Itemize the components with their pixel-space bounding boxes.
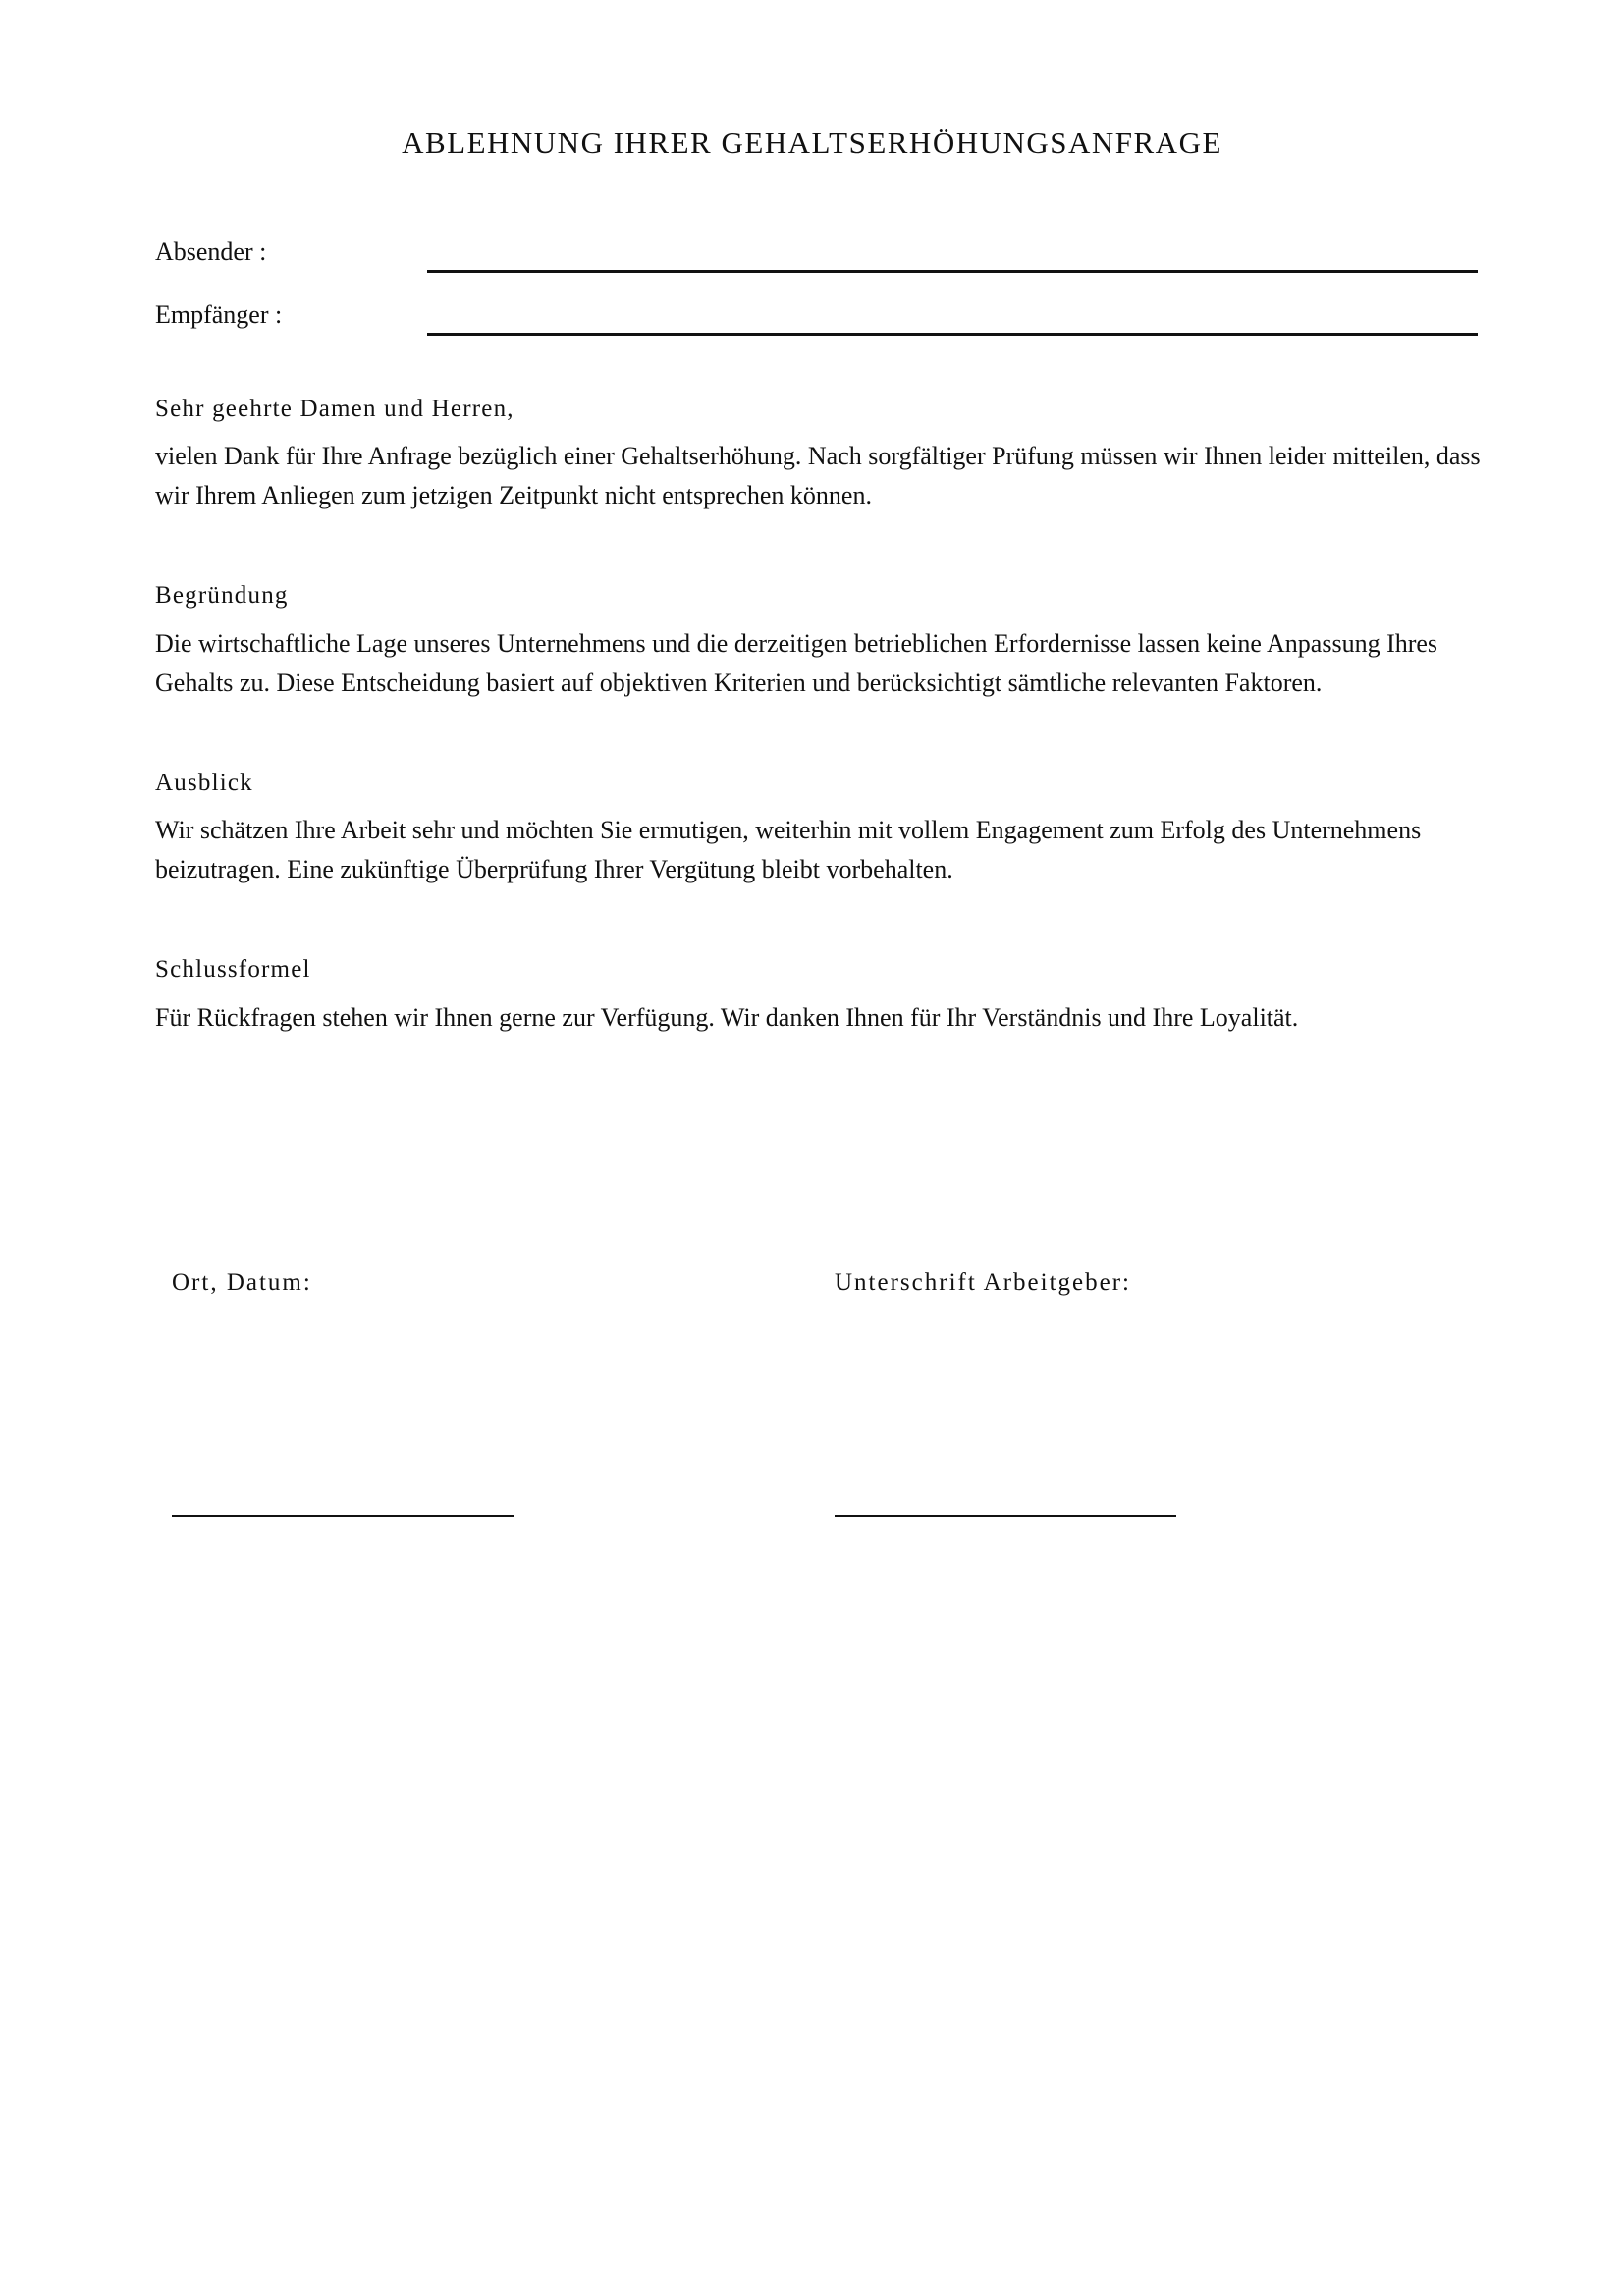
document-title: ABLEHNUNG IHRER GEHALTSERHÖHUNGSANFRAGE	[402, 126, 1222, 160]
salutation: Sehr geehrte Damen und Herren,	[155, 396, 514, 422]
employer-signature-line	[835, 1515, 1176, 1517]
section-heading-ausblick: Ausblick	[155, 770, 253, 796]
section-heading-begruendung: Begründung	[155, 582, 289, 609]
employer-signature-label: Unterschrift Arbeitgeber:	[835, 1269, 1131, 1296]
sender-label: Absender :	[155, 238, 267, 266]
section-text-begruendung: Die wirtschaftliche Lage unseres Unternehmens und die derzeitigen betrieblichen Erfordernisse lassen keine Anpassung Ihres Gehalts zu. Diese Entscheidung basiert auf objektiven Kriterien und berücksichtigt sämtliche relevanten Faktoren.	[155, 629, 1438, 697]
place-date-line	[172, 1515, 514, 1517]
section-text-ausblick: Wir schätzen Ihre Arbeit sehr und möchten Sie ermutigen, weiterhin mit vollem Engagement zum Erfolg des Unternehmens beizutragen. Eine zukünftige Überprüfung Ihrer Vergütung bleibt vorbehalten.	[155, 816, 1422, 883]
sender-field-line	[427, 270, 1478, 273]
recipient-field-line	[427, 333, 1478, 336]
section-heading-schlussformel: Schlussformel	[155, 956, 311, 983]
recipient-label: Empfänger :	[155, 300, 283, 329]
section-text-schlussformel: Für Rückfragen stehen wir Ihnen gerne zur Verfügung. Wir danken Ihnen für Ihr Verständnis und Ihre Loyalität.	[155, 1003, 1299, 1032]
place-date-label: Ort, Datum:	[172, 1269, 312, 1296]
intro-paragraph: vielen Dank für Ihre Anfrage bezüglich einer Gehaltserhöhung. Nach sorgfältiger Prüfung müssen wir Ihnen leider mitteilen, dass wir Ihrem Anliegen zum jetzigen Zeitpunkt nicht entsprechen können.	[155, 442, 1481, 509]
